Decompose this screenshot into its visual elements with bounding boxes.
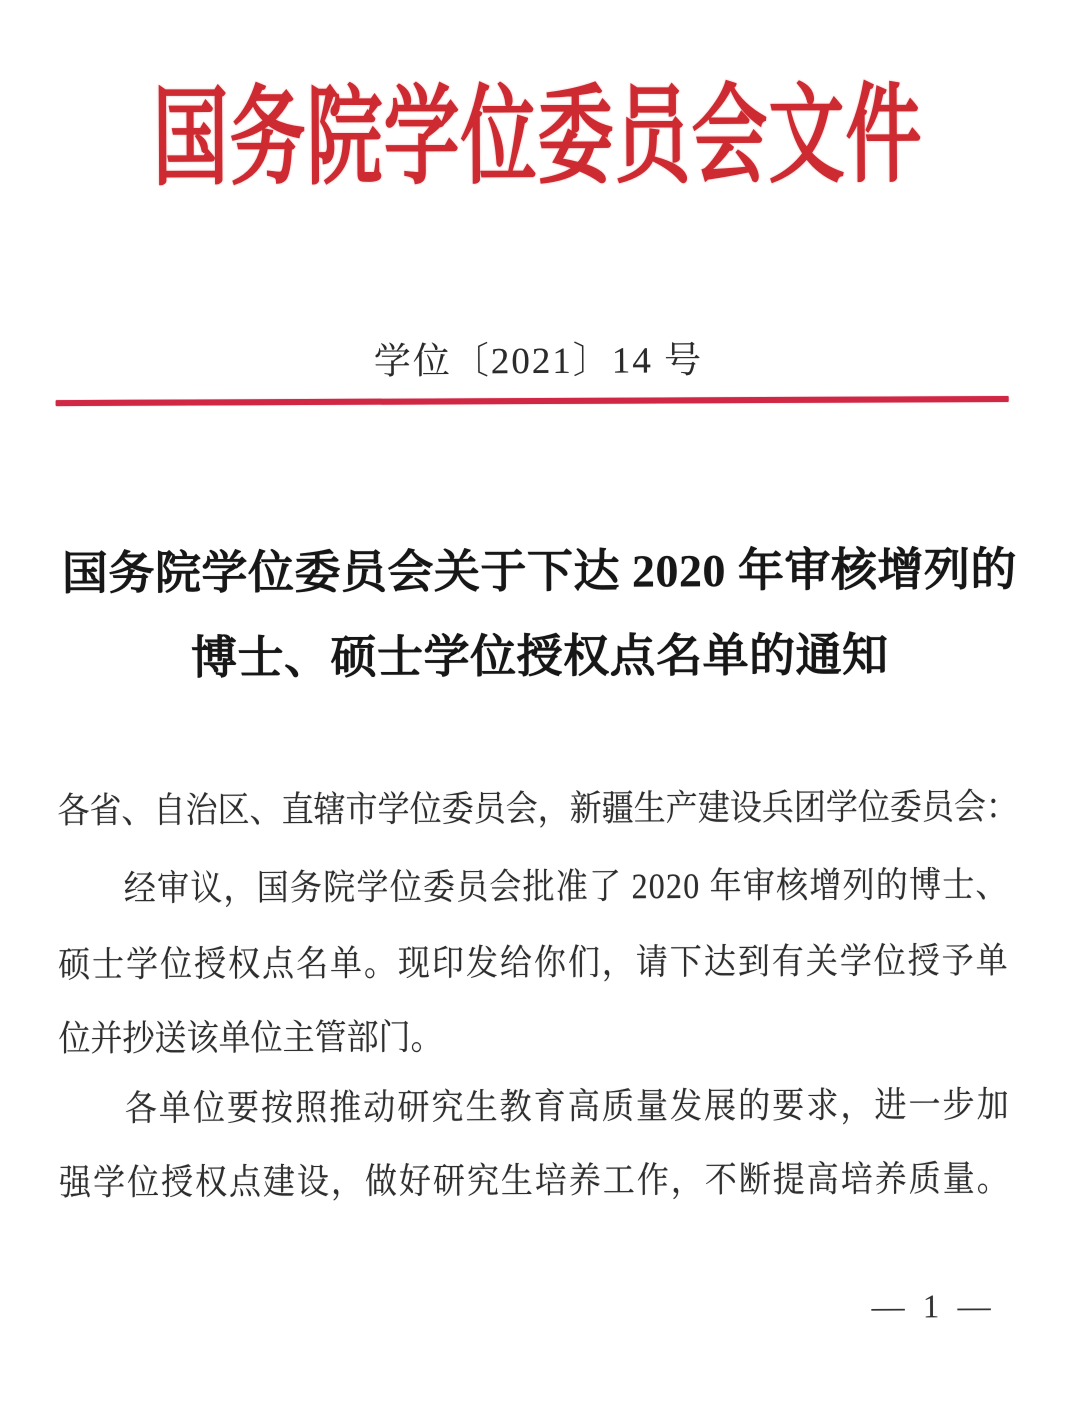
red-letterhead-title: 国务院学位委员会文件 — [152, 76, 923, 200]
paragraph-1-line-1: 经 审 议 ， 国 务 院 学 位 委 员 会 批 准 了 2 0 2 0 年 审 核 增 列 的 博 士 、 — [123, 864, 1008, 909]
paragraph-2-line-1: 各 单 位 要 按 照 推 动 研 究 生 教 育 高 质 量 发 展 的 要 求 ， 进 一 步 加 — [124, 1084, 1009, 1129]
document-title-line-2: 博士、硕士学位授权点名单的通知 — [190, 629, 889, 684]
document-title-line-1: 国务院学位委员会关于下达 2020 年审核增列的 — [61, 543, 1018, 600]
paragraph-2-line-2: 强 学 位 授 权 点 建 设 ， 做 好 研 究 生 培 养 工 作 ， 不 断 提 高 培 养 质 量 。 — [58, 1158, 1009, 1203]
red-divider-line — [56, 396, 1009, 406]
salutation-line: 各 省 、 自 治 区 、 直 辖 市 学 位 委 员 会 ， 新 疆 生 产 建 设 兵 团 学 位 委 员 会 ： — [57, 786, 1019, 831]
paragraph-1-line-3: 位 并 抄 送 该 单 位 主 管 部 门 。 — [58, 1016, 443, 1059]
page-number: — 1 — — [871, 1289, 996, 1326]
document-number: 学位〔2021〕14 号 — [373, 340, 704, 383]
paragraph-1-line-2: 硕 士 学 位 授 权 点 名 单 。 现 印 发 给 你 们 ， 请 下 达 到 有 关 学 位 授 予 单 — [58, 940, 1008, 985]
